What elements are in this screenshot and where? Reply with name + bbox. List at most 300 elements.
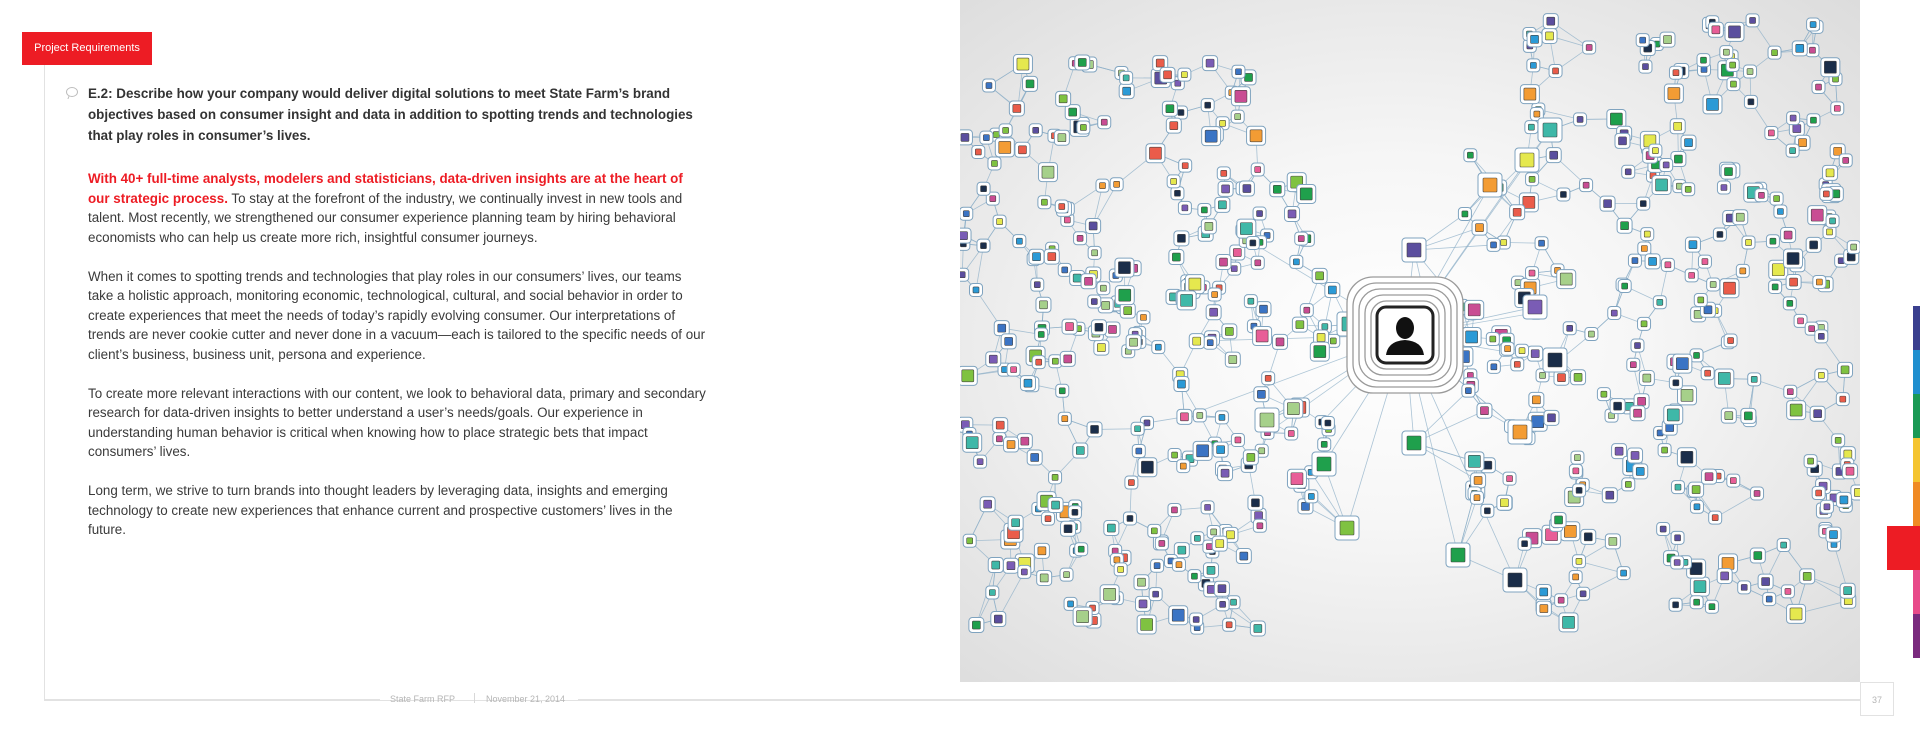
network-node xyxy=(1807,114,1820,127)
network-node xyxy=(1851,485,1860,500)
network-node xyxy=(1733,210,1748,225)
network-node xyxy=(1497,495,1512,510)
network-node xyxy=(1705,600,1718,613)
network-node xyxy=(1013,235,1026,248)
network-node xyxy=(1285,427,1298,440)
network-node xyxy=(1136,596,1151,611)
network-node xyxy=(1669,598,1682,611)
network-node xyxy=(1847,241,1860,254)
network-node xyxy=(1615,133,1630,148)
network-node xyxy=(1783,297,1796,310)
network-node xyxy=(1300,304,1313,317)
network-node xyxy=(1177,460,1190,473)
network-node xyxy=(1285,206,1300,221)
network-node xyxy=(1273,334,1288,349)
network-node xyxy=(1310,342,1329,361)
question-text: E.2: Describe how your company would deliver digital solutions to meet State Farm’s brand objectives based on consumer insight and data in addition to spotting trends and technologies that play roles in consumer’s lives. xyxy=(88,86,693,143)
network-node xyxy=(1123,512,1136,525)
network-node xyxy=(1462,327,1481,346)
network-node xyxy=(972,145,985,158)
network-node xyxy=(1104,521,1119,536)
network-node xyxy=(1671,531,1684,544)
network-node xyxy=(1571,451,1584,464)
network-node xyxy=(1073,607,1092,626)
network-node xyxy=(1167,175,1180,188)
network-node xyxy=(1254,387,1269,402)
network-node xyxy=(1685,237,1700,252)
network-node xyxy=(1766,235,1779,248)
network-node xyxy=(1602,488,1617,503)
network-node xyxy=(1787,401,1806,420)
network-node xyxy=(1231,433,1244,446)
network-node xyxy=(1727,474,1740,487)
network-node xyxy=(1162,101,1177,116)
network-node xyxy=(1717,568,1732,583)
network-node xyxy=(1213,442,1228,457)
network-node xyxy=(1508,420,1532,444)
network-node xyxy=(1826,214,1839,227)
network-node xyxy=(1661,258,1674,271)
network-node xyxy=(1174,231,1189,246)
network-node xyxy=(1216,255,1231,270)
network-node xyxy=(963,433,982,452)
network-node xyxy=(1673,354,1692,373)
network-node xyxy=(1774,205,1787,218)
network-node xyxy=(1738,581,1751,594)
network-node xyxy=(1523,295,1547,319)
network-node xyxy=(1215,411,1228,424)
network-node xyxy=(1525,121,1538,134)
network-node xyxy=(1060,351,1075,366)
network-node xyxy=(1003,558,1018,573)
comment-icon xyxy=(66,87,78,97)
network-node xyxy=(1048,498,1063,513)
network-node xyxy=(1744,95,1757,108)
network-node xyxy=(1169,250,1184,265)
network-node xyxy=(1009,101,1024,116)
network-node xyxy=(1607,110,1626,129)
network-node xyxy=(1062,319,1077,334)
network-node xyxy=(1724,334,1737,347)
network-node xyxy=(988,157,1001,170)
network-node xyxy=(1573,484,1586,497)
network-node xyxy=(977,182,990,195)
network-node xyxy=(1287,469,1306,488)
network-node xyxy=(1580,179,1593,192)
network-node xyxy=(1290,255,1303,268)
network-node xyxy=(1155,537,1168,550)
network-node xyxy=(1543,14,1558,29)
network-node xyxy=(1664,405,1683,424)
network-node xyxy=(1631,339,1644,352)
network-node xyxy=(1179,159,1192,172)
network-node xyxy=(1503,568,1527,592)
network-node xyxy=(1305,490,1318,503)
network-node xyxy=(1487,238,1500,251)
network-node xyxy=(1639,60,1652,73)
network-node xyxy=(1223,618,1236,631)
network-node xyxy=(1295,232,1308,245)
network-node xyxy=(1690,596,1703,609)
network-node xyxy=(1470,491,1483,504)
network-node xyxy=(1630,406,1645,421)
network-node xyxy=(1131,422,1144,435)
network-node xyxy=(1622,478,1635,491)
network-node xyxy=(1201,219,1216,234)
network-node xyxy=(1510,205,1525,220)
network-node xyxy=(1203,56,1218,71)
network-node xyxy=(1115,286,1134,305)
network-node xyxy=(1503,472,1516,485)
network-node xyxy=(1177,291,1196,310)
network-node xyxy=(1703,95,1722,114)
network-node xyxy=(1036,297,1051,312)
network-node xyxy=(974,455,987,468)
footer-rule-right xyxy=(578,699,1860,700)
network-node xyxy=(1671,556,1684,569)
network-node xyxy=(1151,559,1164,572)
network-node xyxy=(1831,102,1844,115)
network-node xyxy=(1088,246,1101,259)
network-node xyxy=(1707,278,1720,291)
network-node xyxy=(1034,543,1049,558)
network-node xyxy=(986,586,999,599)
side-tab-4 xyxy=(1913,438,1920,482)
network-node xyxy=(1027,450,1042,465)
network-node xyxy=(1690,577,1709,596)
page-number: 37 xyxy=(1860,682,1894,716)
network-node xyxy=(1750,548,1765,563)
network-node xyxy=(1256,302,1271,317)
network-node xyxy=(1715,369,1734,388)
network-node xyxy=(1243,450,1258,465)
network-node xyxy=(1653,296,1666,309)
network-node xyxy=(1402,431,1426,455)
network-node xyxy=(1177,409,1192,424)
network-node xyxy=(1098,116,1111,129)
network-node xyxy=(1201,99,1214,112)
network-node xyxy=(1708,22,1723,37)
network-node xyxy=(1312,452,1336,476)
network-node xyxy=(1013,55,1032,74)
network-node xyxy=(993,418,1008,433)
network-node xyxy=(1787,112,1800,125)
network-node xyxy=(1583,41,1596,54)
network-node xyxy=(1464,149,1477,162)
network-node xyxy=(1149,588,1162,601)
network-node xyxy=(1218,181,1233,196)
network-node xyxy=(1784,249,1803,268)
network-node xyxy=(1247,126,1266,145)
network-node xyxy=(988,558,1003,573)
footer-date: November 21, 2014 xyxy=(486,694,566,704)
network-node xyxy=(1608,307,1621,320)
network-node xyxy=(1094,340,1109,355)
network-node xyxy=(1520,85,1539,104)
network-node xyxy=(1763,593,1776,606)
network-node xyxy=(1617,567,1630,580)
network-node xyxy=(1744,65,1757,78)
network-node xyxy=(1836,393,1849,406)
network-node xyxy=(1255,408,1279,432)
network-node xyxy=(1035,328,1048,341)
network-node xyxy=(1148,524,1161,537)
network-node xyxy=(1697,54,1710,67)
network-node xyxy=(1569,570,1582,583)
network-node xyxy=(1682,183,1695,196)
network-node xyxy=(1669,376,1682,389)
network-node xyxy=(1472,220,1487,235)
network-node xyxy=(1721,164,1736,179)
network-node xyxy=(1786,275,1801,290)
network-node xyxy=(1758,574,1773,589)
network-node xyxy=(1786,144,1799,157)
network-node xyxy=(999,124,1012,137)
network-graph xyxy=(960,0,1860,682)
network-node xyxy=(1253,207,1266,220)
network-node xyxy=(1777,539,1790,552)
network-node xyxy=(1727,78,1740,91)
network-node xyxy=(1808,206,1827,225)
network-node xyxy=(1677,448,1696,467)
network-node xyxy=(1471,473,1486,488)
network-node xyxy=(1720,279,1739,298)
network-node xyxy=(963,534,976,547)
network-node xyxy=(1486,333,1499,346)
network-node xyxy=(1146,144,1165,163)
network-node xyxy=(1138,458,1157,477)
network-node xyxy=(1001,334,1016,349)
content-column xyxy=(88,83,708,559)
network-node xyxy=(1096,179,1109,192)
network-node xyxy=(1546,148,1561,163)
network-node xyxy=(1535,237,1548,250)
network-node xyxy=(1236,549,1251,564)
network-node xyxy=(1325,283,1340,298)
network-node xyxy=(1074,232,1087,245)
network-node xyxy=(1065,105,1080,120)
network-node xyxy=(1529,392,1544,407)
network-node xyxy=(1222,324,1237,339)
network-node xyxy=(1218,466,1233,481)
network-node xyxy=(1058,412,1071,425)
network-node xyxy=(1515,148,1539,172)
question-heading xyxy=(88,83,708,146)
network-node xyxy=(960,207,973,220)
footer-rule-left xyxy=(44,699,380,700)
network-node xyxy=(960,130,972,145)
network-node xyxy=(980,131,993,144)
network-node xyxy=(1244,295,1257,308)
network-node xyxy=(1725,22,1744,41)
network-node xyxy=(1842,464,1857,479)
network-node xyxy=(1172,558,1185,571)
network-node xyxy=(1823,165,1838,180)
network-node xyxy=(1536,601,1551,616)
network-node xyxy=(1660,32,1675,47)
network-node xyxy=(1487,360,1500,373)
network-node xyxy=(1832,434,1845,447)
network-node xyxy=(1821,58,1840,77)
network-node xyxy=(1804,455,1817,468)
network-node xyxy=(1557,270,1576,289)
network-node xyxy=(1225,352,1240,367)
network-node xyxy=(1527,32,1542,47)
network-node xyxy=(1020,376,1035,391)
side-tab-2 xyxy=(1913,350,1920,394)
network-node xyxy=(993,215,1006,228)
network-node xyxy=(960,366,977,385)
network-node xyxy=(1551,512,1566,527)
paragraph-1 xyxy=(88,169,708,247)
network-node xyxy=(1698,255,1711,268)
network-node xyxy=(1015,142,1030,157)
side-tab-6 xyxy=(1887,526,1920,570)
network-node xyxy=(1038,163,1057,182)
network-node xyxy=(1787,604,1806,623)
network-node xyxy=(1077,121,1090,134)
network-node xyxy=(1232,65,1245,78)
network-node xyxy=(1501,342,1514,355)
network-node xyxy=(1018,565,1031,578)
network-node xyxy=(1134,575,1149,590)
network-node xyxy=(1736,264,1749,277)
network-node xyxy=(1806,237,1821,252)
network-node xyxy=(1549,64,1562,77)
network-node xyxy=(1617,218,1632,233)
network-node xyxy=(1126,335,1141,350)
network-node xyxy=(1007,363,1020,376)
network-node xyxy=(1312,268,1327,283)
network-node xyxy=(1628,448,1643,463)
network-node xyxy=(1189,334,1204,349)
network-node xyxy=(991,612,1006,627)
network-node xyxy=(1055,200,1068,213)
network-node xyxy=(1201,501,1214,514)
network-node xyxy=(1645,254,1660,269)
network-node xyxy=(1246,236,1259,249)
network-node xyxy=(1477,403,1492,418)
side-tab-7 xyxy=(1913,570,1920,614)
network-node xyxy=(1023,76,1038,91)
paragraph-3: To create more relevant interactions with our content, we look to behavioral data, primary and secondary research for data-driven insights to better understand a user’s needs/goals. Our experience in understanding human behavior is critical when knowing how to place strategic bets that impact consumers’ lives. xyxy=(88,385,706,459)
network-node xyxy=(1689,482,1704,497)
network-node xyxy=(1815,330,1828,343)
network-node xyxy=(1132,445,1145,458)
network-node xyxy=(1029,124,1042,137)
network-node xyxy=(982,79,995,92)
network-node xyxy=(986,352,1001,367)
network-node xyxy=(1169,606,1188,625)
network-node xyxy=(1178,68,1191,81)
side-tab-1 xyxy=(1913,306,1920,350)
network-node xyxy=(1042,512,1055,525)
network-node xyxy=(1810,406,1825,421)
network-node xyxy=(1191,532,1204,545)
network-node xyxy=(1784,385,1797,398)
network-node xyxy=(1526,267,1539,280)
network-node xyxy=(1110,178,1123,191)
network-node xyxy=(1321,416,1334,429)
network-node xyxy=(1701,367,1714,380)
network-node xyxy=(1119,84,1134,99)
network-node xyxy=(1527,59,1540,72)
network-node xyxy=(1198,203,1211,216)
side-tab-5 xyxy=(1913,482,1920,526)
network-node xyxy=(1633,464,1648,479)
network-node xyxy=(1037,570,1052,585)
network-node xyxy=(1649,144,1662,157)
network-node xyxy=(1690,500,1703,513)
network-node xyxy=(1768,46,1781,59)
network-node xyxy=(1812,81,1825,94)
network-node xyxy=(1657,523,1670,536)
network-node xyxy=(1713,228,1726,241)
network-node xyxy=(1839,154,1852,167)
network-node xyxy=(1160,67,1175,82)
network-node xyxy=(1658,444,1671,457)
network-node xyxy=(1526,173,1539,186)
network-node xyxy=(1251,256,1264,269)
network-node xyxy=(1813,275,1826,288)
network-node xyxy=(1100,585,1119,604)
network-node xyxy=(1137,615,1156,634)
network-illustration xyxy=(960,0,1860,682)
network-node xyxy=(1190,613,1203,626)
network-node xyxy=(1746,14,1759,27)
network-node xyxy=(1188,570,1201,583)
network-node xyxy=(1068,506,1081,519)
network-node xyxy=(1105,322,1120,337)
network-node xyxy=(1770,192,1783,205)
network-node xyxy=(1671,481,1684,494)
network-node xyxy=(1792,41,1807,56)
section-tag: Project Requirements xyxy=(22,32,152,65)
network-node xyxy=(1088,295,1101,308)
network-node xyxy=(1628,254,1641,267)
network-node xyxy=(1056,91,1071,106)
network-node xyxy=(977,239,990,252)
network-node xyxy=(1511,358,1524,371)
network-node xyxy=(1769,280,1782,293)
network-node xyxy=(1610,399,1625,414)
footer-document-name: State Farm RFP xyxy=(390,694,456,704)
network-node xyxy=(1250,621,1265,636)
network-node xyxy=(1572,555,1585,568)
network-node xyxy=(1017,434,1032,449)
network-node xyxy=(1029,249,1044,264)
network-node xyxy=(1008,515,1023,530)
network-node xyxy=(1543,348,1567,372)
network-node xyxy=(1755,189,1768,202)
network-node xyxy=(1031,278,1044,291)
network-node xyxy=(1781,228,1796,243)
network-node xyxy=(1193,441,1212,460)
network-node xyxy=(1193,409,1206,422)
network-node xyxy=(1781,585,1794,598)
network-node xyxy=(1581,529,1596,544)
network-node xyxy=(1806,44,1819,57)
network-node xyxy=(1726,59,1739,72)
network-node xyxy=(1251,163,1264,176)
network-node xyxy=(1569,464,1582,477)
network-node xyxy=(1212,536,1227,551)
network-node xyxy=(1563,322,1576,335)
network-node xyxy=(1557,188,1570,201)
network-node xyxy=(1171,187,1184,200)
network-node xyxy=(1248,495,1263,510)
network-node xyxy=(1826,527,1841,542)
